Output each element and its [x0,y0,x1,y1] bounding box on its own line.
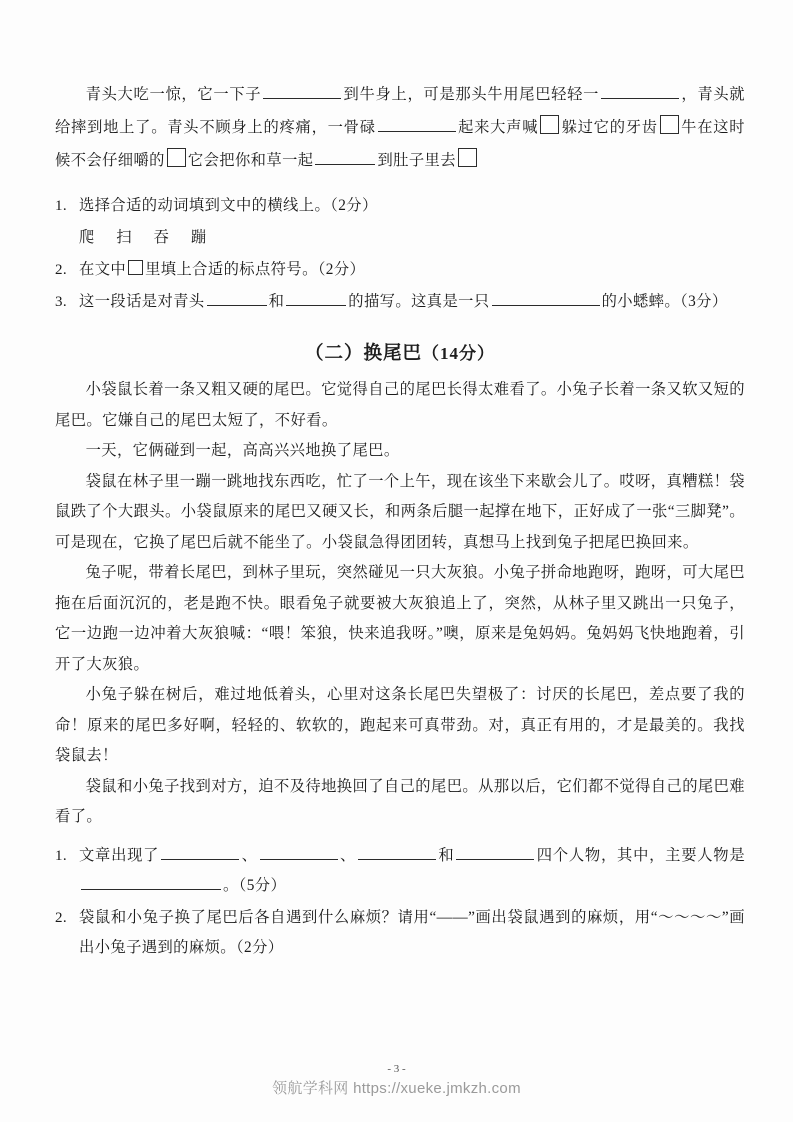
cloze-seg-4: 起来大声喊 [457,119,539,136]
section-title-text: （二）换尾巴 [304,344,422,364]
section-score: （14分） [422,344,495,363]
character-blank-4[interactable] [456,842,534,859]
cloze-passage [55,78,745,177]
question-text-c: 四个人物，其中，主要人物是 [536,846,746,864]
question-number: 1. [55,198,68,214]
inline-square-icon [128,260,143,275]
passage-paragraph: 一天，它俩碰到一起，高高兴兴地换了尾巴。 [85,442,400,459]
passage-paragraph: 袋鼠和小兔子找到对方，迫不及待地换回了自己的尾巴。从那以后，它们都不觉得自己的尾巴难看了。 [55,777,745,825]
cloze-seg-3: ，青头就给摔到地上了。青头不顾身上的疼痛，一骨碌 [55,86,745,136]
question-text-d: 的小蟋蟀。（3分） [601,293,728,310]
character-blank-3[interactable] [358,842,436,859]
questions-group-two [55,841,745,963]
question-text-b: 里填上合适的标点符号。（2分） [145,261,366,278]
question-text: 选择合适的动词填到文中的横线上。（2分） [79,197,378,214]
fill-blank-3[interactable] [378,115,456,132]
question-2-2 [55,903,745,963]
passage-paragraph: 小兔子躲在树后，难过地低着头，心里对这条长尾巴失望极了：讨厌的长尾巴，差点要了我的命！原来的尾巴多好啊，轻轻的、软软的，跑起来可真带劲。对，真正有用的，才是最美的。我找袋鼠去！ [55,686,745,764]
separator-1: 、 [241,846,258,864]
cloze-seg-8: 到肚子里去 [377,152,456,169]
character-blank-1[interactable] [161,842,239,859]
fill-blank-1[interactable] [263,82,341,99]
section-title [55,339,745,365]
fill-blank-2[interactable] [601,82,679,99]
passage-paragraph: 袋鼠在林子里一蹦一跳地找东西吃，忙了一个上午，现在该坐下来歇会儿了。哎呀，真糟糕！袋鼠跌了个大跟头。小袋鼠原来的尾巴又硬又长，和两条后腿一起撑在地下，正好成了一张“三脚凳”。可是现在，它换了尾巴后就不能坐了。小袋鼠急得团团转，真想马上找到兔子把尾巴换回来。 [55,472,745,551]
passage-paragraph: 小袋鼠长着一条又粗又硬的尾巴。它觉得自己的尾巴长得太难看了。小兔子长着一条又软又短的尾巴。它嫌自己的尾巴太短了，不好看。 [55,381,745,429]
page-number: - 3 - [387,1063,406,1075]
question-number: 2. [55,909,68,926]
cloze-seg-1: 青头大吃一惊，它一下子 [85,86,262,103]
cloze-seg-7: 它会把你和草一起 [187,152,314,169]
question-text-a: 在文中 [79,261,127,278]
separator-2: 、 [339,846,357,864]
punctuation-box-4[interactable] [458,148,477,167]
punctuation-box-1[interactable] [540,115,559,134]
punctuation-box-2[interactable] [660,115,679,134]
verb-options: 爬扫吞蹦 [79,229,229,246]
cloze-seg-5: 躲过它的牙齿 [561,119,658,136]
passage-paragraph: 兔子呢，带着长尾巴，到林子里玩，突然碰见一只大灰狼。小兔子拼命地跑呀，跑呀，可大尾巴拖在后面沉沉的，老是跑不快。眼看兔子就要被大灰狼追上了，突然，从林子里又跳出一只兔子，它一边跑一边冲着大灰狼喊：“喂！笨狼，快来追我呀。”噢，原来是兔妈妈。兔妈妈飞快地跑着，引开了大灰狼。 [55,564,745,673]
answer-blank-1[interactable] [207,289,267,306]
question-number: 3. [55,294,68,310]
question-2-1 [55,841,745,901]
question-text-d: 。（5分） [223,876,287,894]
question-1-2 [55,255,745,285]
question-text-a: 袋鼠和小兔子换了尾巴后各自遇到什么麻烦？请用“——”画出袋鼠遇到的麻烦，用“〜〜〜〜”画出小兔子遇到的麻烦。（2分） [79,908,745,956]
question-number: 2. [55,262,68,278]
question-text-b: 和 [268,293,285,310]
question-text-a: 这一段话是对青头 [79,293,205,310]
cloze-seg-6: 牛在这时候不会仔细嚼的 [55,119,745,169]
fill-blank-4[interactable] [315,148,375,165]
main-character-blank[interactable] [81,872,221,889]
question-text-b: 和 [438,846,455,864]
question-text-c: 的描写。这真是一只 [348,293,490,310]
questions-group-one [55,191,745,317]
site-watermark: 领航学科网 https://xueke.jmkzh.com [272,1080,521,1097]
character-blank-2[interactable] [260,842,338,859]
answer-blank-2[interactable] [286,289,346,306]
punctuation-box-3[interactable] [167,148,186,167]
reading-passage [55,375,745,833]
cloze-seg-2: 到牛身上，可是那头牛用尾巴轻轻一 [343,86,600,103]
page-content [55,78,745,965]
answer-blank-3[interactable] [492,289,600,306]
question-1-3 [55,287,745,317]
question-number: 1. [55,847,68,864]
question-text-a: 文章出现了 [79,846,160,864]
question-1-1 [55,191,745,221]
